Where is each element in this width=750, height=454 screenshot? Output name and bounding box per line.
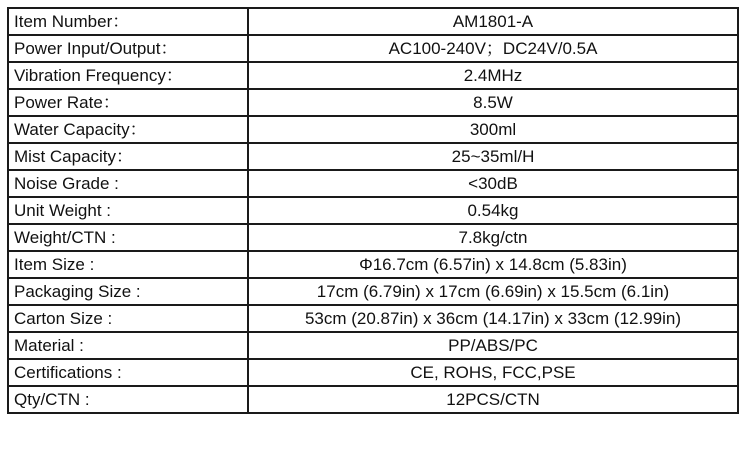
spec-row-carton-size xyxy=(8,305,738,332)
spec-value: 25~35ml/H xyxy=(248,143,738,170)
specification-table xyxy=(7,7,739,414)
spec-label: Vibration Frequency： xyxy=(8,62,248,89)
spec-value: AC100-240V；DC24V/0.5A xyxy=(248,35,738,62)
spec-label: Power Rate： xyxy=(8,89,248,116)
spec-row-unit-weight xyxy=(8,197,738,224)
spec-label: Weight/CTN : xyxy=(8,224,248,251)
spec-value: AM1801-A xyxy=(248,8,738,35)
spec-label: Mist Capacity： xyxy=(8,143,248,170)
spec-value: 17cm (6.79in) x 17cm (6.69in) x 15.5cm (6.1in) xyxy=(248,278,738,305)
spec-row-power-input-output xyxy=(8,35,738,62)
spec-label: Packaging Size : xyxy=(8,278,248,305)
spec-row-certifications xyxy=(8,359,738,386)
spec-label: Carton Size : xyxy=(8,305,248,332)
spec-row-mist-capacity xyxy=(8,143,738,170)
spec-row-vibration-frequency xyxy=(8,62,738,89)
spec-value: CE, ROHS, FCC,PSE xyxy=(248,359,738,386)
spec-value: 0.54kg xyxy=(248,197,738,224)
spec-row-weight-ctn xyxy=(8,224,738,251)
spec-row-material xyxy=(8,332,738,359)
spec-row-packaging-size xyxy=(8,278,738,305)
spec-label: Item Size : xyxy=(8,251,248,278)
spec-label: Unit Weight : xyxy=(8,197,248,224)
spec-value: 300ml xyxy=(248,116,738,143)
spec-row-water-capacity xyxy=(8,116,738,143)
spec-row-item-number xyxy=(8,8,738,35)
spec-label: Item Number： xyxy=(8,8,248,35)
spec-row-qty-ctn xyxy=(8,386,738,413)
spec-label: Water Capacity： xyxy=(8,116,248,143)
spec-value: Φ16.7cm (6.57in) x 14.8cm (5.83in) xyxy=(248,251,738,278)
spec-value: 53cm (20.87in) x 36cm (14.17in) x 33cm (12.99in) xyxy=(248,305,738,332)
spec-row-noise-grade xyxy=(8,170,738,197)
spec-label: Material : xyxy=(8,332,248,359)
spec-label: Noise Grade : xyxy=(8,170,248,197)
spec-label: Certifications : xyxy=(8,359,248,386)
spec-row-power-rate xyxy=(8,89,738,116)
spec-value: 8.5W xyxy=(248,89,738,116)
spec-row-item-size xyxy=(8,251,738,278)
spec-value: PP/ABS/PC xyxy=(248,332,738,359)
spec-value: <30dB xyxy=(248,170,738,197)
spec-value: 12PCS/CTN xyxy=(248,386,738,413)
spec-label: Power Input/Output： xyxy=(8,35,248,62)
spec-value: 2.4MHz xyxy=(248,62,738,89)
spec-label: Qty/CTN : xyxy=(8,386,248,413)
spec-value: 7.8kg/ctn xyxy=(248,224,738,251)
